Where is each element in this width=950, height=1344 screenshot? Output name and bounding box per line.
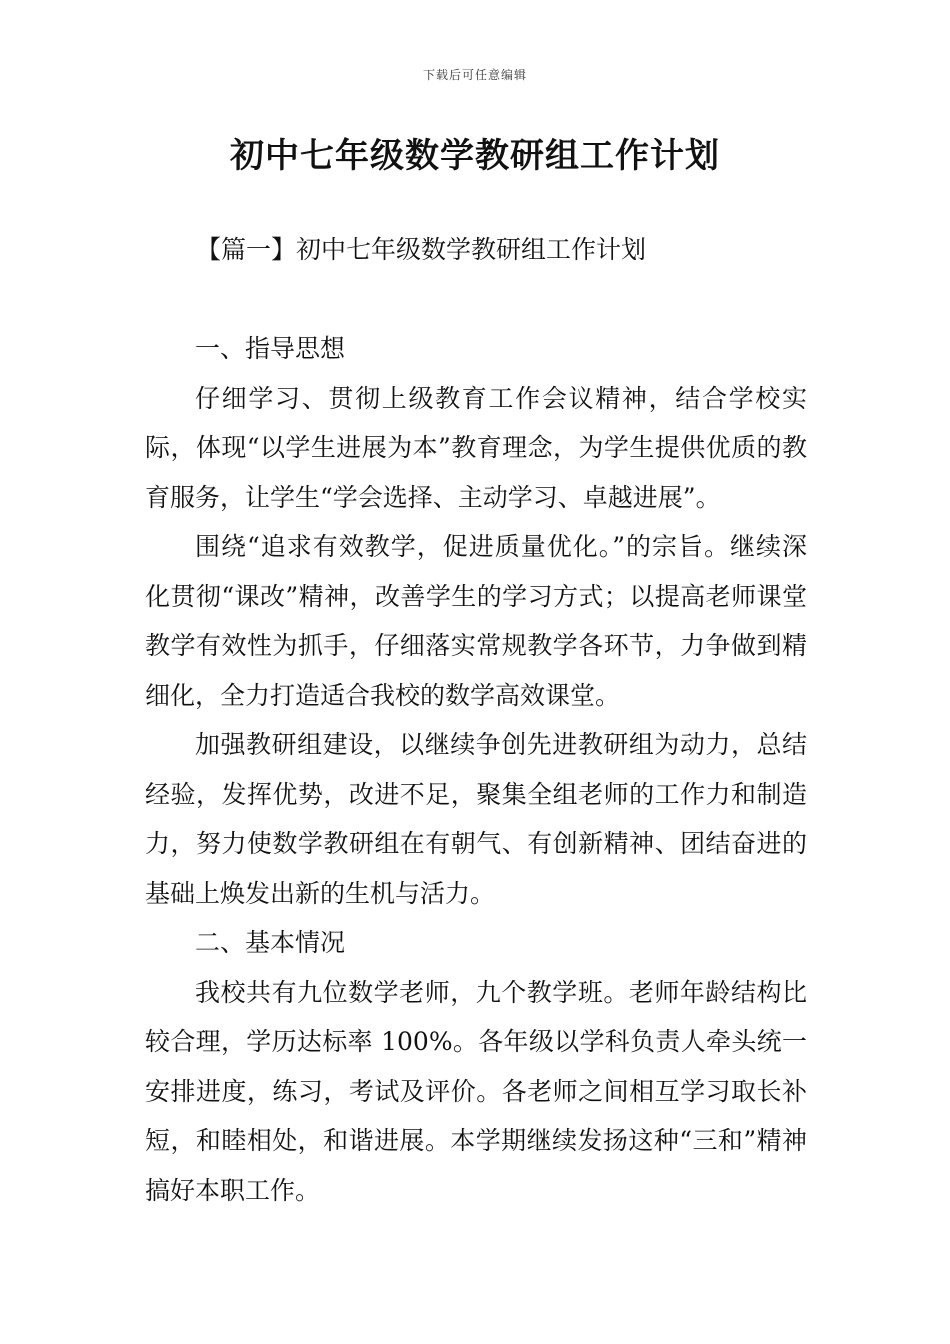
paragraph: 我校共有九位数学老师，九个教学班。老师年龄结构比较合理，学历达标率 100%。各年级以学科负责人牵头统一安排进度，练习，考试及评价。各老师之间相互学习取长补短，和睦相处，和谐进展。本学期继续发扬这种“三和”精神搞好本职工作。 [145,977,807,1205]
paragraph: 加强教研组建设，以继续争创先进教研组为动力，总结经验，发挥优势，改进不足，聚集全组老师的工作力和制造力，努力使数学教研组在有朝气、有创新精神、团结奋进的基础上焕发出新的生机与活力。 [145,730,807,908]
document-subtitle: 【篇一】初中七年级数学教研组工作计划 [196,235,647,264]
section-heading: 一、指导思想 [195,334,346,363]
document-body [145,324,807,1215]
document-title: 初中七年级数学教研组工作计划 [230,136,720,176]
header-note: 下载后可任意编辑 [422,68,527,82]
paragraph: 围绕“追求有效教学，促进质量优化。”的宗旨。继续深化贯彻“课改”精神，改善学生的学习方式；以提高老师课堂教学有效性为抓手，仔细落实常规教学各环节，力争做到精细化，全力打造适合我校的数学高效课堂。 [145,532,807,710]
section-heading: 二、基本情况 [195,928,346,957]
paragraph: 仔细学习、贯彻上级教育工作会议精神，结合学校实际，体现“以学生进展为本”教育理念，为学生提供优质的教育服务，让学生“学会选择、主动学习、卓越进展”。 [145,383,807,512]
